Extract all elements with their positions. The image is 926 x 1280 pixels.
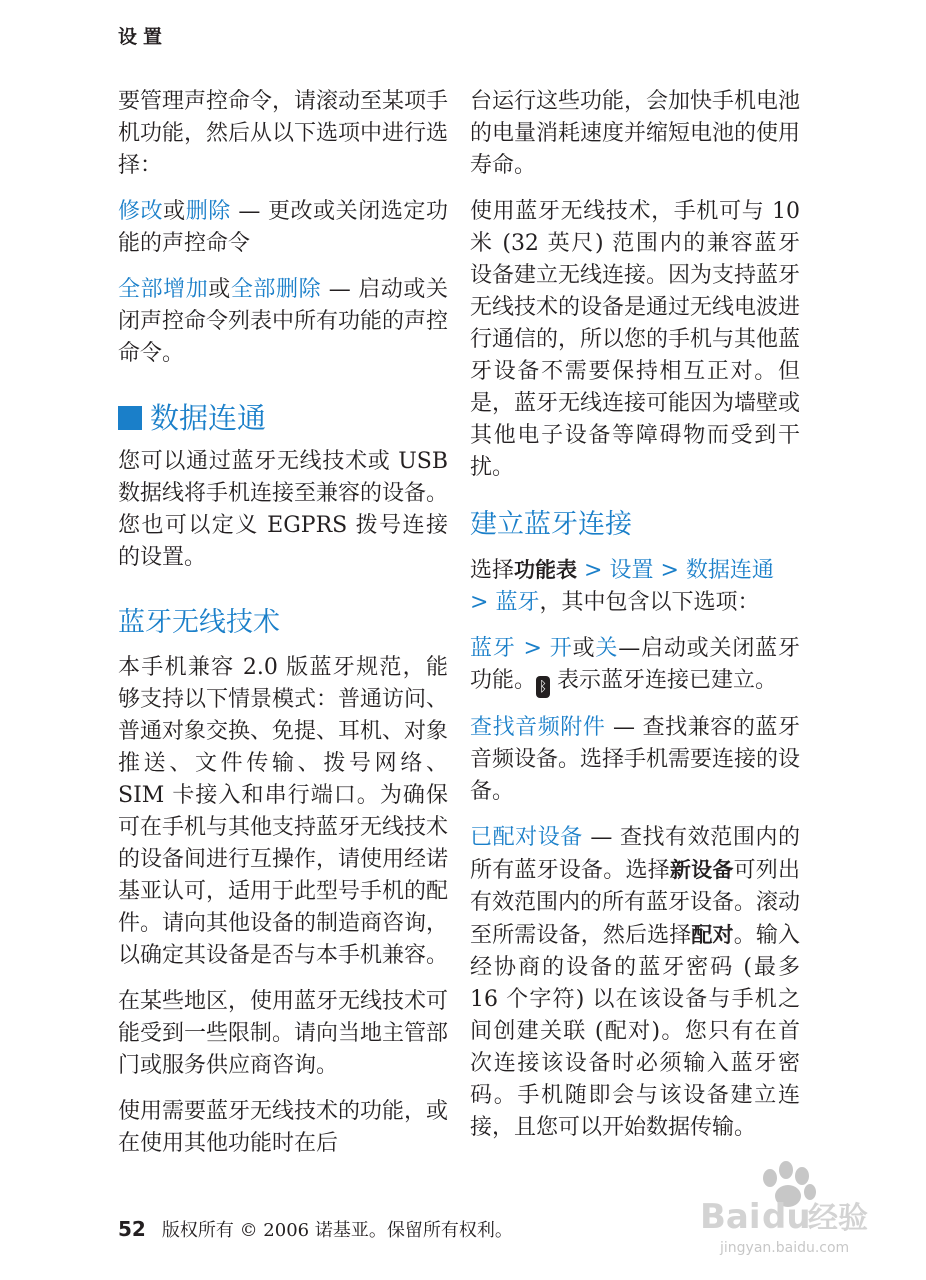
option-paired-devices — [470, 822, 800, 1144]
option-desc: 可列出有效范围内的所有蓝牙设备。滚动至所需设备，然后选择 — [470, 858, 801, 948]
option-desc: 。输入经协商的设备的蓝牙密码 (最多 16 个字符) 以在该设备与手机之间创建关联 (配对)。您只有在首次连接该设备时必须输入蓝牙密码。手机随即会与该设备建立连接，且您可以开始数据传输。 — [470, 923, 800, 1140]
term-modify: 修改 — [118, 199, 164, 224]
term-on: 开 — [549, 636, 573, 661]
option-modify-delete — [118, 196, 448, 260]
battery-paragraph: 台运行这些功能，会加快手机电池的电量消耗速度并缩短电池的使用寿命。 — [470, 89, 801, 178]
section-heading-text: 数据连通 — [150, 401, 267, 435]
right-column — [470, 86, 800, 1158]
intro-paragraph: 要管理声控命令，请滚动至某项手机功能，然后从以下选项中进行选择： — [118, 89, 449, 178]
term-bluetooth: 蓝牙 — [470, 636, 516, 661]
data-connect-paragraph: 您可以通过蓝牙无线技术或 USB 数据线将手机连接至兼容的设备。您也可以定义 EGPRS 拨号连接的设置。 — [118, 449, 449, 570]
option-desc: — 查找有效范围内的所有蓝牙设备。选择 — [470, 825, 800, 883]
term-delete: 删除 — [185, 199, 231, 224]
menu-term: 功能表 — [514, 558, 578, 582]
option-desc: — 更改或关闭选定功能的声控命令 — [118, 199, 448, 256]
path-data-connect: 数据连通 — [685, 558, 774, 583]
term-find-audio: 查找音频附件 — [470, 715, 606, 740]
path-separator: > — [653, 558, 686, 583]
path-settings: 设置 — [609, 558, 654, 583]
term-pair: 配对 — [691, 923, 734, 947]
term-delete-all: 全部删除 — [230, 277, 322, 302]
watermark-brand2: du — [762, 1197, 811, 1237]
bluetooth-paragraph-2: 在某些地区，使用蓝牙无线技术可能受到一些限制。请向当地主管部门或服务供应商咨询。 — [118, 989, 449, 1078]
term-paired-devices: 已配对设备 — [470, 825, 583, 850]
option-bluetooth-onoff — [470, 633, 800, 698]
option-add-all-delete-all — [118, 274, 448, 370]
watermark-brand: Bai — [700, 1197, 761, 1237]
select-text: 选择 — [470, 558, 515, 583]
path-separator: > — [515, 636, 550, 661]
bluetooth-paragraph-3: 使用需要蓝牙无线技术的功能，或在使用其他功能时在后 — [118, 1099, 449, 1156]
page-number: 52 — [118, 1217, 146, 1241]
path-separator: > — [470, 590, 496, 615]
term-or: 或 — [163, 199, 186, 224]
option-desc: 表示蓝牙连接已建立。 — [550, 668, 778, 693]
option-find-audio — [470, 712, 800, 808]
term-new-device: 新设备 — [669, 858, 734, 882]
subheading-setup-bluetooth: 建立蓝牙连接 — [470, 509, 632, 540]
copyright: 版权所有 © 2006 诺基亚。保留所有权利。 — [161, 1220, 513, 1241]
option-desc: — 启动或关闭声控命令列表中所有功能的声控命令。 — [118, 277, 449, 366]
range-paragraph: 使用蓝牙无线技术，手机可与 10 米 (32 英尺) 范围内的兼容蓝牙设备建立无线连接。因为支持蓝牙无线技术的设备是通过无线电波进行通信的，所以您的手机与其他蓝牙设备不需要保持相互正对。但是，蓝牙无线连接可能因为墙壁或其他电子设备等障碍物而受到干扰。 — [470, 199, 801, 480]
term-off: 关 — [595, 636, 619, 661]
menu-path — [470, 554, 800, 619]
square-bullet-icon — [118, 406, 142, 430]
term-or: 或 — [572, 636, 596, 661]
path-bluetooth: 蓝牙 — [495, 590, 540, 615]
bluetooth-icon: ᛒ — [536, 676, 550, 698]
term-add-all: 全部增加 — [118, 277, 209, 302]
term-or: 或 — [208, 277, 231, 302]
path-separator: > — [577, 558, 610, 583]
option-desc: — 查找兼容的蓝牙音频设备。选择手机需要连接的设备。 — [470, 715, 801, 804]
running-header: 设置 — [118, 26, 169, 48]
bluetooth-paragraph-1: 本手机兼容 2.0 版蓝牙规范，能够支持以下情景模式：普通访问、普通对象交换、免提、耳机、对象推送、文件传输、拨号网络、SIM 卡接入和串行端口。为确保可在手机与其他支持蓝牙无线技术的设备间进行互操作，请使用经诺基亚认可，适用于此型号手机的配件。请向其他设备的制造商咨询，以确定其设备是否与本手机兼容。 — [118, 655, 449, 968]
left-column — [118, 86, 448, 1174]
watermark-url: jingyan.baidu.com — [720, 1240, 850, 1256]
path-suffix: ，其中包含以下选项： — [539, 590, 760, 615]
option-desc: —启动或关闭蓝牙功能。 — [470, 636, 800, 693]
section-heading-data-connect — [118, 398, 448, 438]
subheading-bluetooth: 蓝牙无线技术 — [118, 607, 280, 638]
watermark-cn: 经验 — [808, 1201, 868, 1236]
page-footer — [118, 1216, 513, 1242]
baidu-watermark — [700, 1150, 890, 1260]
